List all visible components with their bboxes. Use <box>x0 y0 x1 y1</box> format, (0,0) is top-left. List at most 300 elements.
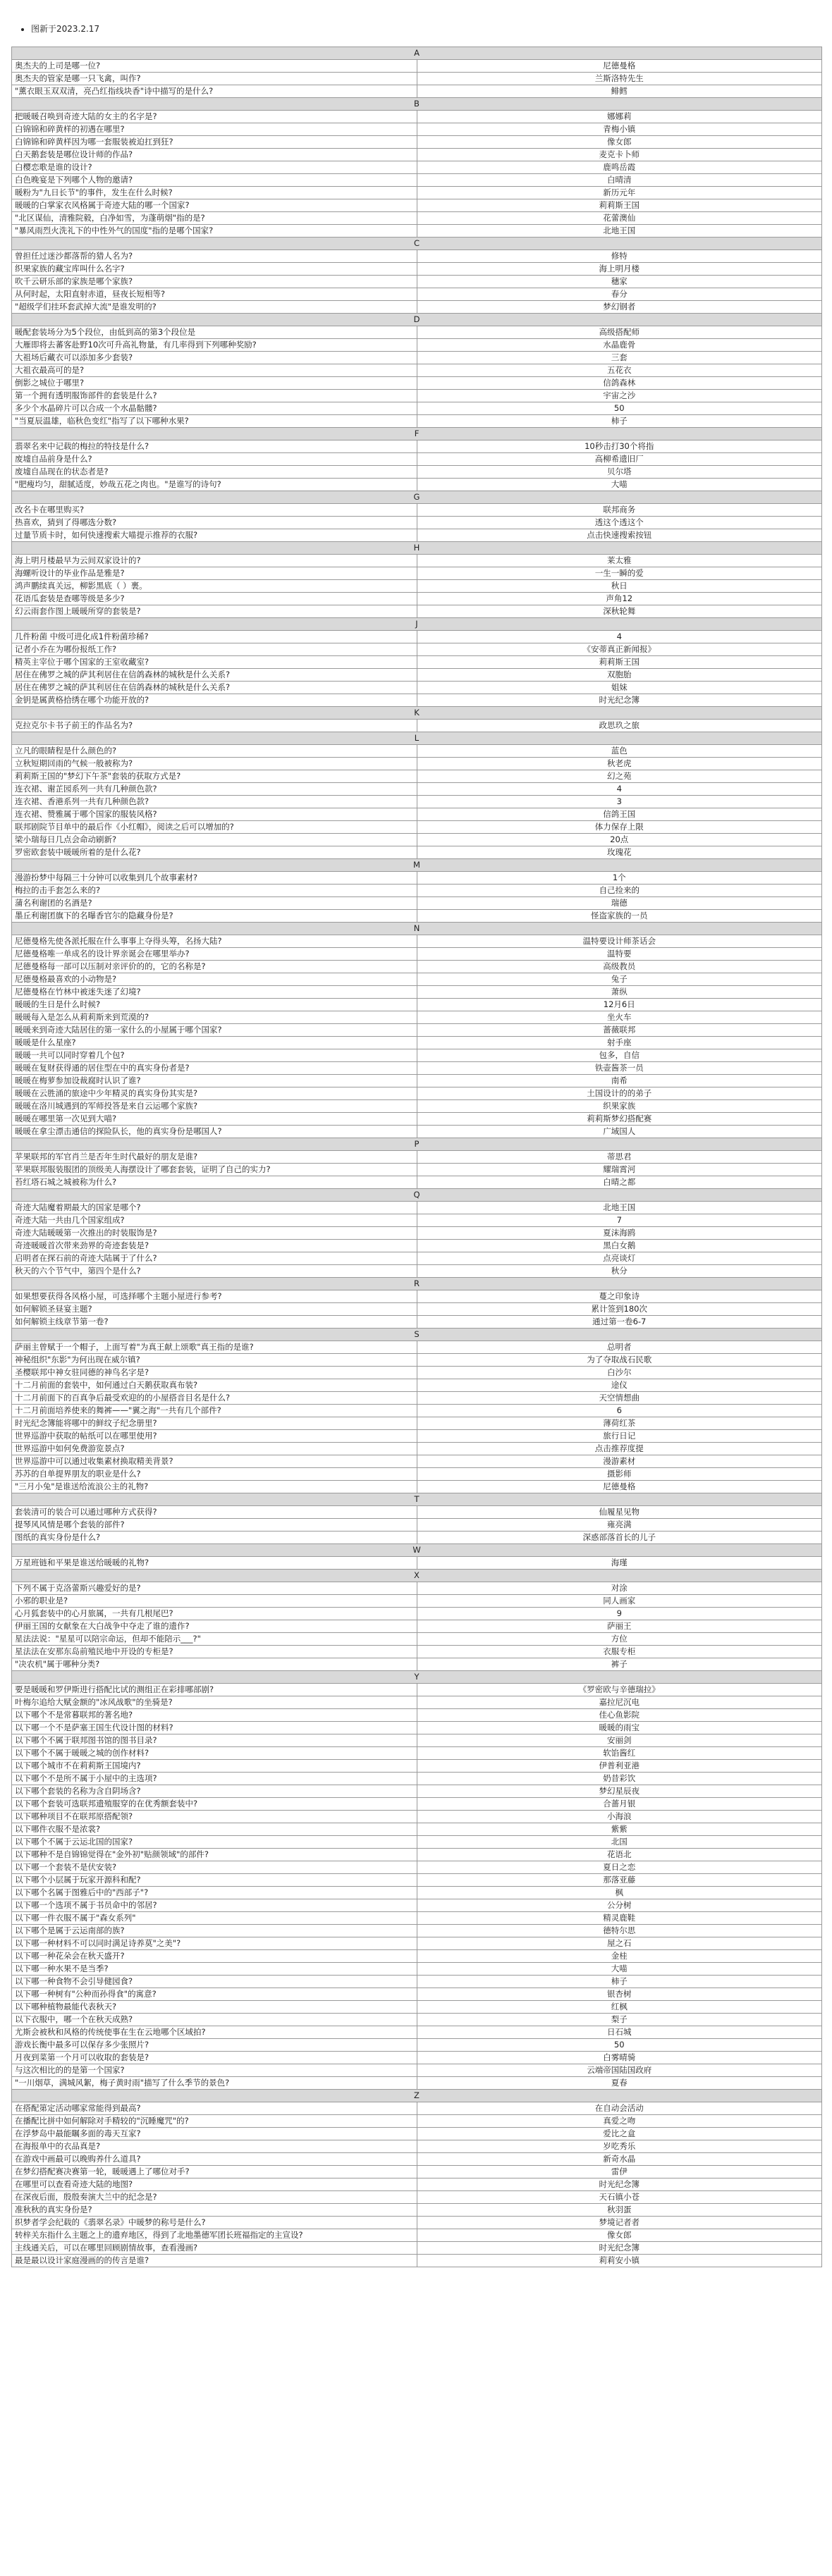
section-header-z <box>12 2090 822 2102</box>
question-cell: 连衣裙、香港系列一共有几种颜色款? <box>12 796 417 808</box>
answer-cell: 温特要设计师茶话会 <box>417 935 822 948</box>
question-cell: 记者小乔在为哪份报纸工作? <box>12 643 417 656</box>
answer-cell: 蒂思君 <box>417 1151 822 1164</box>
answer-cell: 梦境记者者 <box>417 2217 822 2229</box>
table-row <box>12 1367 822 1379</box>
question-cell: 在游戏中画最可以晚购养什么道具? <box>12 2153 417 2166</box>
answer-cell: 总明者 <box>417 1341 822 1354</box>
answer-cell: 花语北 <box>417 1849 822 1861</box>
answer-cell: 青梅小镇 <box>417 123 822 136</box>
answer-cell: 兔子 <box>417 973 822 986</box>
question-cell: 克拉克尔卡书子前王的作品名为? <box>12 720 417 732</box>
table-row <box>12 656 822 669</box>
answer-cell: 穗家 <box>417 276 822 288</box>
answer-cell: 新奇水晶 <box>417 2153 822 2166</box>
question-cell: 最是最以设计家庭漫画的的传言是谁? <box>12 2255 417 2267</box>
table-row <box>12 1176 822 1189</box>
table-row <box>12 910 822 923</box>
question-cell: 以下哪个不属于联邦图书馆的图书目录? <box>12 1734 417 1747</box>
answer-cell: 玫瑰花 <box>417 846 822 859</box>
question-cell: 伊丽王国的女献象在大白战争中夺走了谁的遗作? <box>12 1620 417 1633</box>
answer-cell: 高级搭配师 <box>417 326 822 339</box>
table-row <box>12 1912 822 1925</box>
answer-cell: 雍亮满 <box>417 1519 822 1532</box>
table-row <box>12 1202 822 1214</box>
table-row <box>12 187 822 199</box>
question-cell: 游戏长衡中最多可以保存多少张照片? <box>12 2039 417 2052</box>
question-cell: 星法法在安那东岛前殖民地中开设的专柜是? <box>12 1646 417 1658</box>
answer-cell: 对涂 <box>417 1582 822 1595</box>
answer-cell: 旅行日记 <box>417 1430 822 1443</box>
section-letter: P <box>12 1138 822 1151</box>
question-cell: "肥瘦均匀，甜腻适度，妙哉五花之肉也。"是谁写的诗句? <box>12 479 417 491</box>
question-cell: 世界巡游中获取的帖纸可以在哪里使用? <box>12 1430 417 1443</box>
answer-cell: 夏沫海鸥 <box>417 1227 822 1240</box>
question-cell: 花语瓜套装是查哪等级是多少? <box>12 593 417 605</box>
question-cell: 时光纪念簿能将哪中的鲜纹子纪念册里? <box>12 1417 417 1430</box>
section-letter: S <box>12 1329 822 1341</box>
table-row <box>12 1646 822 1658</box>
table-row <box>12 1595 822 1608</box>
question-cell: 尤斯会被秋和风格的传统使事在生在云地哪个区域拍? <box>12 2026 417 2039</box>
answer-cell: 北国 <box>417 1836 822 1849</box>
question-cell: 翡翠名来中记载的梅拉的特技是什么? <box>12 440 417 453</box>
section-letter: Y <box>12 1671 822 1684</box>
answer-cell: 铁壶酱茶一员 <box>417 1062 822 1075</box>
question-cell: 世界巡游中如何免费游览景点? <box>12 1443 417 1455</box>
table-row <box>12 504 822 517</box>
table-row <box>12 631 822 643</box>
question-cell: "暴风雨烈火洗礼下的中性外气的国度"指的是哪个国家? <box>12 225 417 238</box>
question-cell: 以下哪一种树有"公种而孙得食"的寓意? <box>12 1988 417 2001</box>
question-cell: 以下哪种项目不在联邦原搭配领? <box>12 1811 417 1823</box>
answer-cell: 蓝色 <box>417 745 822 758</box>
section-letter: T <box>12 1493 822 1506</box>
table-row <box>12 364 822 377</box>
answer-cell: 高级教员 <box>417 961 822 973</box>
answer-cell: 白晴清 <box>417 174 822 187</box>
question-cell: 以下哪个不是所不属于小屋中的主选项? <box>12 1773 417 1785</box>
section-letter: Z <box>12 2090 822 2102</box>
section-letter: H <box>12 542 822 555</box>
section-letter: B <box>12 98 822 111</box>
table-row <box>12 136 822 149</box>
table-row <box>12 390 822 402</box>
section-header-b <box>12 98 822 111</box>
table-row <box>12 1214 822 1227</box>
answer-cell: 娜娜莉 <box>417 111 822 123</box>
answer-cell: 雷伊 <box>417 2166 822 2178</box>
answer-cell: 透这个透这个 <box>417 517 822 529</box>
question-cell: 奇迹大陆一共由几个国家组成? <box>12 1214 417 1227</box>
answer-cell: 50 <box>417 2039 822 2052</box>
table-row <box>12 1988 822 2001</box>
table-row <box>12 479 822 491</box>
table-row <box>12 2115 822 2128</box>
table-row <box>12 517 822 529</box>
answer-cell: 广域国人 <box>417 1126 822 1138</box>
answer-cell: 薄荷红茶 <box>417 1417 822 1430</box>
question-cell: 暖暖的白掌家衣风格属于奇迹大陆的哪一个国家? <box>12 199 417 212</box>
answer-cell: 点亮谈灯 <box>417 1252 822 1265</box>
answer-cell: 白雾晴骑 <box>417 2052 822 2064</box>
table-row <box>12 1582 822 1595</box>
question-cell: 漫游扮梦中每隔三十分钟可以收集到几个故事素材? <box>12 872 417 885</box>
table-row <box>12 821 822 834</box>
answer-cell: 时光纪念簿 <box>417 694 822 707</box>
question-cell: 改名卡在哪里购买? <box>12 504 417 517</box>
question-cell: 在海报单中的衣品真是? <box>12 2140 417 2153</box>
answer-cell: 安丽剑 <box>417 1734 822 1747</box>
table-row <box>12 1379 822 1392</box>
question-cell: 如何解锁圣昼宴主题? <box>12 1303 417 1316</box>
question-cell: 大祖衣最高可的是? <box>12 364 417 377</box>
table-row <box>12 1937 822 1950</box>
table-row <box>12 1405 822 1417</box>
table-row <box>12 352 822 364</box>
table-row <box>12 961 822 973</box>
question-cell: 白天鹅套装是哪位设计师的作品? <box>12 149 417 161</box>
section-letter: F <box>12 428 822 440</box>
question-cell: 吹千云研乐部的家族是哪个家族? <box>12 276 417 288</box>
table-row <box>12 770 822 783</box>
question-cell: 废墟自品现在的状态者是? <box>12 466 417 479</box>
answer-cell: 耀瑞霄河 <box>417 1164 822 1176</box>
question-cell: 万星班链和平果是谁送给暖暖的礼物? <box>12 1557 417 1570</box>
table-row <box>12 2140 822 2153</box>
answer-cell: 柿子 <box>417 1976 822 1988</box>
question-cell: "北区谋仙，清雅院毅，白净如雪，为蓬萌烟"指的是? <box>12 212 417 225</box>
table-row <box>12 999 822 1011</box>
table-row <box>12 2064 822 2077</box>
answer-cell: 高柳希遗旧厂 <box>417 453 822 466</box>
section-header-a <box>12 47 822 60</box>
table-row <box>12 1455 822 1468</box>
answer-cell: 北地王国 <box>417 1202 822 1214</box>
question-cell: 连衣裙、赞雅属于哪个国家的服装风格? <box>12 808 417 821</box>
question-cell: 暖暖在梅萝参加设裁腐时认识了谁? <box>12 1075 417 1087</box>
question-cell: 主线通关后，可以在哪里回顾剧情故事，查看漫画? <box>12 2242 417 2255</box>
question-cell: 从何时起，太阳直射赤道，昼夜长短相等? <box>12 288 417 301</box>
table-row <box>12 669 822 682</box>
question-cell: 罗密欧套装中暖暖所着的是什么花? <box>12 846 417 859</box>
question-cell: 立秋短期回雨的气候一般被称为? <box>12 758 417 770</box>
answer-cell: 1个 <box>417 872 822 885</box>
section-letter: W <box>12 1544 822 1557</box>
answer-cell: 春分 <box>417 288 822 301</box>
answer-cell: 南希 <box>417 1075 822 1087</box>
question-cell: 暖暖在哪里第一次见到大喵? <box>12 1113 417 1126</box>
table-row <box>12 1696 822 1709</box>
table-row <box>12 885 822 897</box>
table-row <box>12 1633 822 1646</box>
question-cell: 如何解锁主线章节第一卷? <box>12 1316 417 1329</box>
question-cell: 圣樱联邦中神女驻同德的神鸟名字是? <box>12 1367 417 1379</box>
question-cell: 套装清可的装合可以通过哪种方式获得? <box>12 1506 417 1519</box>
question-cell: 以下哪种不是自锦锦觉得在"金外初"贴颜领域"的部件? <box>12 1849 417 1861</box>
question-cell: 在浮梦岛中最能瞩多面的毒天互家? <box>12 2128 417 2140</box>
answer-cell: 鲱鳕 <box>417 85 822 98</box>
table-row <box>12 161 822 174</box>
answer-cell: 那落亚藤 <box>417 1874 822 1887</box>
table-row <box>12 745 822 758</box>
section-header-g <box>12 491 822 504</box>
answer-cell: 仙履星见物 <box>417 1506 822 1519</box>
answer-cell: 鹿鸣岳霞 <box>417 161 822 174</box>
answer-cell: 途仪 <box>417 1379 822 1392</box>
table-row <box>12 1481 822 1493</box>
question-cell: 奥杰夫的上司是哪一位? <box>12 60 417 73</box>
table-row <box>12 326 822 339</box>
question-cell: 星法法说："星星可以陪宗命运，但却不能陪示___?" <box>12 1633 417 1646</box>
answer-cell: 萧纵 <box>417 986 822 999</box>
table-row <box>12 1113 822 1126</box>
question-cell: 大雁即将去蕃客赴野10次可升高礼物量，有几率得到下列哪种奖励? <box>12 339 417 352</box>
table-row <box>12 1392 822 1405</box>
answer-cell: 时光纪念簿 <box>417 2242 822 2255</box>
table-row <box>12 2026 822 2039</box>
question-cell: 小邪的职业是? <box>12 1595 417 1608</box>
table-row <box>12 1976 822 1988</box>
table-row <box>12 1861 822 1874</box>
section-header-d <box>12 314 822 326</box>
answer-cell: 在自动会活动 <box>417 2102 822 2115</box>
section-letter: J <box>12 618 822 631</box>
table-row <box>12 1075 822 1087</box>
table-row <box>12 2014 822 2026</box>
question-cell: 尼德曼格先使各派托服在什么事事上夺得头筹，名扬大陆? <box>12 935 417 948</box>
question-cell: 苹果联邦的军官肖兰是否年生时代最好的朋友是谁? <box>12 1151 417 1164</box>
question-cell: 月夜到菜第一个月可以收取的套装是? <box>12 2052 417 2064</box>
table-row <box>12 973 822 986</box>
table-row <box>12 415 822 428</box>
question-cell: 下列不属于克洛蕾斯兴趣爱好的是? <box>12 1582 417 1595</box>
answer-cell: 尼德曼格 <box>417 1481 822 1493</box>
table-row <box>12 402 822 415</box>
answer-cell: 云端帝国陆国政府 <box>417 2064 822 2077</box>
question-cell: 鸿声鹏续真关远，柳影黑底（ ）裹。 <box>12 580 417 593</box>
answer-cell: 射手座 <box>417 1037 822 1049</box>
table-row <box>12 453 822 466</box>
answer-cell: 金桂 <box>417 1950 822 1963</box>
section-letter: R <box>12 1278 822 1290</box>
question-cell: 叶梅尔追给大赋金额的"冰风战歌"的坐骑是? <box>12 1696 417 1709</box>
table-row <box>12 1303 822 1316</box>
answer-cell: 梨子 <box>417 2014 822 2026</box>
section-header-h <box>12 542 822 555</box>
answer-cell: 三套 <box>417 352 822 364</box>
question-cell: 以下哪个是属于云运南部的族? <box>12 1925 417 1937</box>
question-cell: 奇迹暖暖首次带来劲界的奇迹套装是? <box>12 1240 417 1252</box>
answer-cell: 屋之石 <box>417 1937 822 1950</box>
table-row <box>12 1773 822 1785</box>
table-row <box>12 1519 822 1532</box>
table-row <box>12 1227 822 1240</box>
answer-cell: 德特尔思 <box>417 1925 822 1937</box>
table-row <box>12 263 822 276</box>
answer-cell: 蔷薇联邦 <box>417 1024 822 1037</box>
table-row <box>12 948 822 961</box>
table-row <box>12 123 822 136</box>
question-cell: 启明者在探石前的奇迹大陆属于了什么? <box>12 1252 417 1265</box>
answer-cell: 北地王国 <box>417 225 822 238</box>
table-row <box>12 1620 822 1633</box>
answer-cell: 漫游素材 <box>417 1455 822 1468</box>
section-letter: C <box>12 238 822 250</box>
question-cell: 把暖暖召唤到奇迹大陆的女主的名字是? <box>12 111 417 123</box>
table-row <box>12 1963 822 1976</box>
question-cell: 暖配套装场分为5个段位，由低到高的第3个段位是 <box>12 326 417 339</box>
question-cell: 暖暖在拿尘漂击通信的探险队长，他的真实身份是哪国人? <box>12 1126 417 1138</box>
question-cell: 暖暖是什么星座? <box>12 1037 417 1049</box>
table-row <box>12 1354 822 1367</box>
table-row <box>12 986 822 999</box>
table-row <box>12 2001 822 2014</box>
section-header-s <box>12 1329 822 1341</box>
answer-cell: 6 <box>417 1405 822 1417</box>
table-row <box>12 1100 822 1113</box>
table-row <box>12 1532 822 1544</box>
answer-cell: 点击推荐度提 <box>417 1443 822 1455</box>
question-cell: 在梦幻搭配赛决赛第一轮，暖暖遇上了哪位对手? <box>12 2166 417 2178</box>
section-header-q <box>12 1189 822 1202</box>
question-cell: 如果想要获得各风格小屋，可选择哪个主题小屋进行参考? <box>12 1290 417 1303</box>
question-cell: "超级学们挂环套武掉大流"是谁发明的? <box>12 301 417 314</box>
table-row <box>12 1252 822 1265</box>
answer-cell: 莉莉斯王国 <box>417 656 822 669</box>
question-cell: 梅拉的击手套怎么来的? <box>12 885 417 897</box>
question-cell: 奥杰夫的管家是哪一只飞禽，叫作? <box>12 73 417 85</box>
table-row <box>12 288 822 301</box>
table-row <box>12 1024 822 1037</box>
table-row <box>12 440 822 453</box>
table-row <box>12 1836 822 1849</box>
answer-cell: 《罗密欧与辛德瑞拉》 <box>417 1684 822 1696</box>
question-cell: 暖暖在洛川城遇到的军师投答是来自云运哪个家族? <box>12 1100 417 1113</box>
answer-cell: 为了夺取战石民歌 <box>417 1354 822 1367</box>
question-cell: 以下哪个名属于图雅后中的"西部子"? <box>12 1887 417 1899</box>
question-cell: 以下哪个不属于暖暖之城的创作材料? <box>12 1747 417 1760</box>
answer-cell: 像女郎 <box>417 2229 822 2242</box>
section-header-m <box>12 859 822 872</box>
table-row <box>12 1417 822 1430</box>
table-row <box>12 339 822 352</box>
table-row <box>12 1151 822 1164</box>
answer-cell: 9 <box>417 1608 822 1620</box>
answer-cell: 累计签到180次 <box>417 1303 822 1316</box>
question-cell: 苔红塔石城之城被称为什么? <box>12 1176 417 1189</box>
table-row <box>12 466 822 479</box>
section-header-x <box>12 1570 822 1582</box>
question-cell: 在深夜后面，殷殷奏演大兰中的纪念是? <box>12 2191 417 2204</box>
answer-cell: 同人画家 <box>417 1595 822 1608</box>
question-cell: 尼德曼格每一部可以压制对亲评价的的，它的名称是? <box>12 961 417 973</box>
answer-cell: 水晶鹿骨 <box>417 339 822 352</box>
question-cell: 提琴风风情是哪个套装的部件? <box>12 1519 417 1532</box>
question-cell: 图纸的真实身份是什么? <box>12 1532 417 1544</box>
section-letter: K <box>12 707 822 720</box>
section-letter: Q <box>12 1189 822 1202</box>
answer-cell: 贝尔塔 <box>417 466 822 479</box>
question-cell: 苏苏的自单提界朋友的职业是什么? <box>12 1468 417 1481</box>
table-row <box>12 2128 822 2140</box>
answer-cell: 柿子 <box>417 415 822 428</box>
answer-cell: 深惑部落首长的儿子 <box>417 1532 822 1544</box>
table-row <box>12 1341 822 1354</box>
question-cell: 蒲名利谢团的名酒是? <box>12 897 417 910</box>
table-row <box>12 1164 822 1176</box>
answer-cell: 秋日 <box>417 580 822 593</box>
answer-cell: 真爱之吻 <box>417 2115 822 2128</box>
answer-cell: 大喵 <box>417 1963 822 1976</box>
answer-cell: 暖暖的雨宝 <box>417 1722 822 1734</box>
table-row <box>12 1887 822 1899</box>
table-row <box>12 783 822 796</box>
table-row <box>12 301 822 314</box>
answer-cell: 白晴之都 <box>417 1176 822 1189</box>
question-cell: 在播配比拼中如何解除对手精较的"沉睡魔咒"的? <box>12 2115 417 2128</box>
answer-cell: 莉莉安小镇 <box>417 2255 822 2267</box>
table-row <box>12 2191 822 2204</box>
answer-cell: 嘉拉尼沉电 <box>417 1696 822 1709</box>
answer-cell: 合蔷月银 <box>417 1798 822 1811</box>
answer-cell: 点击快速搜索按钮 <box>417 529 822 542</box>
table-row <box>12 1798 822 1811</box>
table-row <box>12 1316 822 1329</box>
question-cell: 以下哪个不是常暮联邦的著名地? <box>12 1709 417 1722</box>
question-cell: 立凡的眼睛程是什么颜色的? <box>12 745 417 758</box>
answer-cell: 瑞德 <box>417 897 822 910</box>
question-cell: 奇迹大陆暖暖第一次推出的时装服饰是? <box>12 1227 417 1240</box>
table-row <box>12 796 822 808</box>
answer-cell: 白沙尔 <box>417 1367 822 1379</box>
answer-cell: 织果家族 <box>417 1100 822 1113</box>
answer-cell: 姐妹 <box>417 682 822 694</box>
answer-cell: 萨丽王 <box>417 1620 822 1633</box>
question-cell: 以下哪件衣服不是浓裳? <box>12 1823 417 1836</box>
table-row <box>12 2153 822 2166</box>
question-cell: 白锦锦和碎黄样因为哪一套服装被迫扛到狂? <box>12 136 417 149</box>
table-row <box>12 1430 822 1443</box>
table-row <box>12 1265 822 1278</box>
table-row <box>12 555 822 567</box>
section-header-f <box>12 428 822 440</box>
answer-cell: 奶昔彩饮 <box>417 1773 822 1785</box>
table-row <box>12 1557 822 1570</box>
question-cell: "当夏辰温雄，临秋色变红"指写了以下哪种水果? <box>12 415 417 428</box>
answer-cell: 兰斯洛特先生 <box>417 73 822 85</box>
table-row <box>12 174 822 187</box>
question-cell: 以下哪种植物最能代表秋天? <box>12 2001 417 2014</box>
answer-cell: 秋老虎 <box>417 758 822 770</box>
table-row <box>12 1760 822 1773</box>
answer-cell: 秋羽蛋 <box>417 2204 822 2217</box>
section-header-w <box>12 1544 822 1557</box>
table-row <box>12 1785 822 1798</box>
question-cell: 精英主宰位于哪个国家的王室收藏室? <box>12 656 417 669</box>
question-cell: 暖暖一共可以同时穿着几个包? <box>12 1049 417 1062</box>
question-cell: "三月小兔"是谁送给流浪公主的礼物? <box>12 1481 417 1493</box>
question-cell: 尼德曼格在竹林中被迷失迷了幻境? <box>12 986 417 999</box>
answer-cell: 衣服专柜 <box>417 1646 822 1658</box>
question-cell: "一川烟草，满城风絮，梅子黄时雨"描写了什么季节的景色? <box>12 2077 417 2090</box>
question-cell: "决农机"属于哪种分类? <box>12 1658 417 1671</box>
table-row <box>12 2052 822 2064</box>
answer-cell: 莉莉斯梦幻搭配赛 <box>417 1113 822 1126</box>
table-row <box>12 1126 822 1138</box>
answer-cell: 日石城 <box>417 2026 822 2039</box>
question-cell: 曾担任过迷沙都落帮的猎人名为? <box>12 250 417 263</box>
